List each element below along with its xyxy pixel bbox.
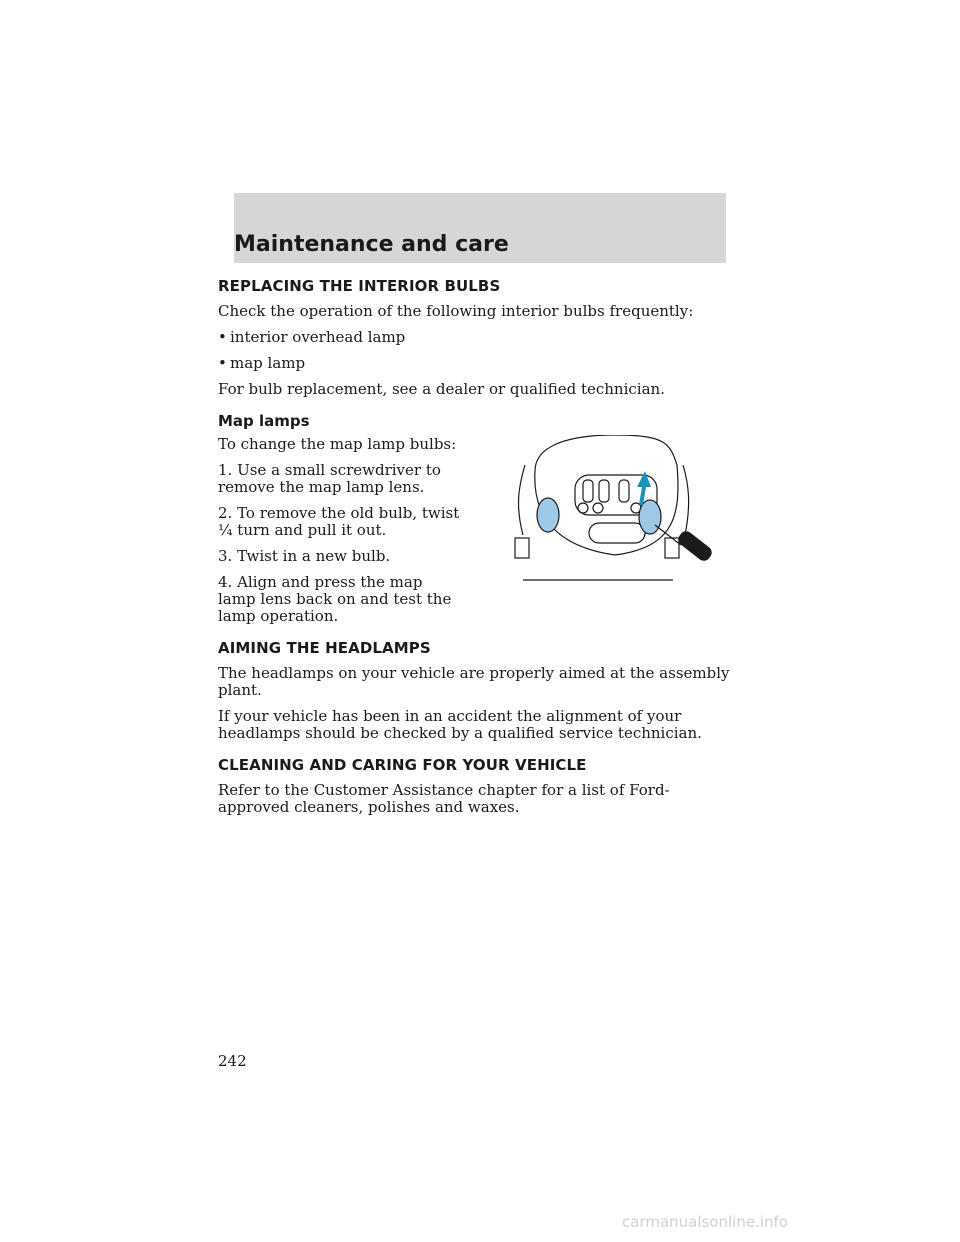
list-item: [218, 355, 738, 372]
list-item-text: map lamp: [230, 354, 306, 372]
overhead-console-map-lamp-illustration: [505, 435, 731, 585]
cleaning-para-1: Refer to the Customer Assistance chapter for a list of Ford-approved cleaners, polishes and waxes.: [218, 781, 670, 816]
bullet-icon: •: [218, 354, 227, 372]
watermark: carmanualsonline.info: [622, 1213, 788, 1231]
map-lamps-intro: To change the map lamp bulbs:: [218, 435, 457, 453]
heading-map-lamps: Map lamps: [218, 412, 310, 430]
heading-aiming-headlamps: AIMING THE HEADLAMPS: [218, 639, 431, 657]
interior-note: For bulb replacement, see a dealer or qualified technician.: [218, 380, 665, 398]
headlamps-para-2: If your vehicle has been in an accident the alignment of your headlamps should be checked by a qualified service technician.: [218, 707, 702, 742]
page-number: 242: [218, 1052, 247, 1070]
map-lamp-step: 1. Use a small screwdriver to remove the map lamp lens.: [218, 461, 441, 496]
map-lamp-step: 2. To remove the old bulb, twist ¼ turn and pull it out.: [218, 504, 460, 539]
bullet-icon: •: [218, 328, 227, 346]
headlamps-para-1: The headlamps on your vehicle are properly aimed at the assembly plant.: [218, 664, 730, 699]
map-lamp-step: 4. Align and press the map lamp lens back on and test the lamp operation.: [218, 573, 452, 625]
list-item: [218, 329, 738, 346]
map-lamp-illustration: [505, 435, 731, 585]
list-item-text: interior overhead lamp: [230, 328, 406, 346]
interior-intro: Check the operation of the following interior bulbs frequently:: [218, 302, 694, 320]
heading-cleaning: CLEANING AND CARING FOR YOUR VEHICLE: [218, 756, 587, 774]
page-section-title: Maintenance and care: [234, 232, 509, 257]
heading-interior-bulbs: REPLACING THE INTERIOR BULBS: [218, 277, 501, 295]
map-lamp-step: 3. Twist in a new bulb.: [218, 547, 391, 565]
